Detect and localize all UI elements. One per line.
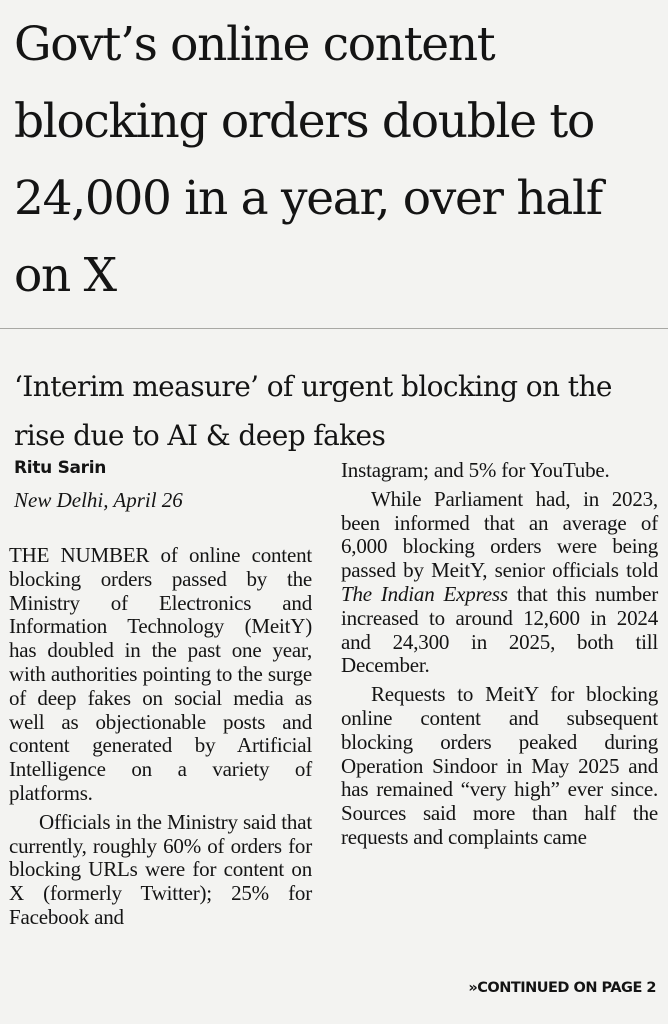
continued-link[interactable]: »CONTINUED ON PAGE 2: [468, 980, 656, 996]
headline: Govt’s online content blocking orders double to 24,000 in a year, over half on X: [14, 17, 602, 303]
publication-name: The Indian Express: [341, 581, 508, 606]
left-column: [9, 544, 312, 930]
paragraph-text: While Parliament had, in 2023, been informed that an average of 6,000 blocking orders were being passed by MeitY, senior officials told: [341, 486, 658, 583]
right-column: [341, 459, 658, 850]
paragraph-text: that this number increased to around 12,600 in 2024 and 24,300 in 2025, both till December.: [341, 581, 658, 678]
paragraph: THE NUMBER of online content blocking orders passed by the Ministry of Electronics and Information Technology (MeitY) has doubled in the past one year, with authorities pointing to the surge of deep fakes on social media as well as objectionable posts and content generated by Artificial Intelligence on a variety of platforms.: [9, 543, 312, 805]
dateline: New Delhi, April 26: [14, 488, 183, 512]
paragraph: Instagram; and 5% for YouTube.: [341, 458, 610, 482]
paragraph: Officials in the Ministry said that currently, roughly 60% of orders for blocking URLs were for content on X (formerly Twitter); 25% for Facebook and: [9, 809, 312, 929]
byline: Ritu Sarin: [14, 458, 107, 478]
deck-subheadline: ‘Interim measure’ of urgent blocking on the rise due to AI & deep fakes: [14, 370, 612, 452]
divider: [0, 328, 668, 329]
paragraph: [341, 488, 658, 678]
paragraph: Requests to MeitY for blocking online content and subsequent blocking orders peaked during Operation Sindoor in May 2025 and has remained “very high” ever since. Sources said more than half the requests and complaints came: [341, 682, 658, 849]
